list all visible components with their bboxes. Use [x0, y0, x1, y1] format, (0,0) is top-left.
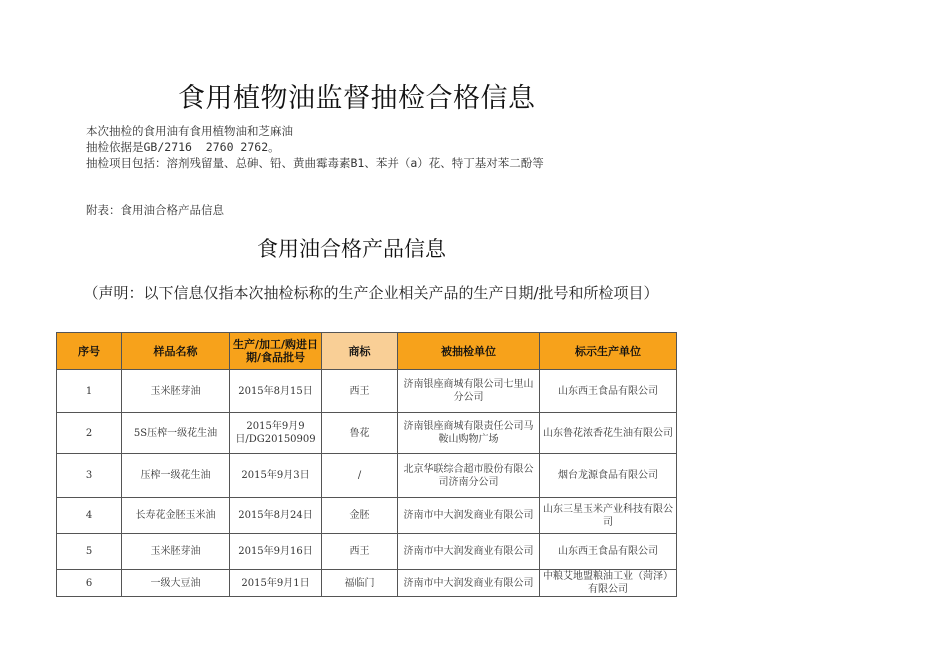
- cell-sampled-unit: 济南银座商城有限责任公司马鞍山购物广场: [398, 413, 540, 454]
- cell-date-batch: 2015年9月1日: [230, 570, 322, 597]
- cell-sample-name: 玉米胚芽油: [122, 370, 230, 413]
- cell-sampled-unit: 济南银座商城有限公司七里山分公司: [398, 370, 540, 413]
- intro-line: 抽检项目包括：溶剂残留量、总砷、铅、黄曲霉毒素B1、苯并（a）花、特丁基对苯二酚等: [86, 156, 544, 170]
- cell-index: 1: [57, 370, 122, 413]
- cell-brand: /: [322, 454, 398, 498]
- cell-brand: 福临门: [322, 570, 398, 597]
- cell-manufacturer: 山东西王食品有限公司: [540, 370, 677, 413]
- header-sampled-unit: 被抽检单位: [398, 333, 540, 370]
- intro-block: [86, 123, 544, 171]
- cell-manufacturer: 山东三星玉米产业科技有限公司: [540, 498, 677, 534]
- cell-sampled-unit: 济南市中大润发商业有限公司: [398, 570, 540, 597]
- cell-sample-name: 压榨一级花生油: [122, 454, 230, 498]
- cell-date-batch: 2015年9月3日: [230, 454, 322, 498]
- cell-index: 2: [57, 413, 122, 454]
- cell-manufacturer: 烟台龙源食品有限公司: [540, 454, 677, 498]
- table-row: [57, 498, 677, 534]
- table-row: [57, 534, 677, 570]
- header-date-batch: 生产/加工/购进日期/食品批号: [230, 333, 322, 370]
- cell-date-batch: 2015年9月16日: [230, 534, 322, 570]
- cell-sampled-unit: 北京华联综合超市股份有限公司济南分公司: [398, 454, 540, 498]
- cell-date-batch: 2015年8月24日: [230, 498, 322, 534]
- table-title: 食用油合格产品信息: [257, 237, 446, 261]
- cell-index: 3: [57, 454, 122, 498]
- cell-manufacturer: 山东鲁花浓香花生油有限公司: [540, 413, 677, 454]
- cell-index: 4: [57, 498, 122, 534]
- header-sample-name: 样品名称: [122, 333, 230, 370]
- products-table: [56, 332, 677, 597]
- cell-date-batch: 2015年8月15日: [230, 370, 322, 413]
- cell-sample-name: 5S压榨一级花生油: [122, 413, 230, 454]
- cell-brand: 西王: [322, 534, 398, 570]
- cell-index: 6: [57, 570, 122, 597]
- table-row: [57, 370, 677, 413]
- table-row: [57, 413, 677, 454]
- header-brand: 商标: [322, 333, 398, 370]
- cell-manufacturer: 中粮艾地盟粮油工业（菏泽）有限公司: [540, 570, 677, 597]
- cell-sample-name: 长寿花金胚玉米油: [122, 498, 230, 534]
- cell-brand: 鲁花: [322, 413, 398, 454]
- intro-line: 本次抽检的食用油有食用植物油和芝麻油: [86, 124, 293, 138]
- header-manufacturer: 标示生产单位: [540, 333, 677, 370]
- cell-date-batch: 2015年9月9日/DG20150909: [230, 413, 322, 454]
- cell-brand: 西王: [322, 370, 398, 413]
- cell-manufacturer: 山东西王食品有限公司: [540, 534, 677, 570]
- cell-sampled-unit: 济南市中大润发商业有限公司: [398, 534, 540, 570]
- header-index: 序号: [57, 333, 122, 370]
- cell-brand: 金胚: [322, 498, 398, 534]
- appendix-note: 附表：食用油合格产品信息: [86, 203, 224, 217]
- cell-index: 5: [57, 534, 122, 570]
- table-header-row: [57, 333, 677, 370]
- cell-sample-name: 玉米胚芽油: [122, 534, 230, 570]
- table-row: [57, 570, 677, 597]
- table-row: [57, 454, 677, 498]
- cell-sampled-unit: 济南市中大润发商业有限公司: [398, 498, 540, 534]
- intro-line: 抽检依据是GB/2716 2760 2762。: [86, 140, 280, 154]
- disclaimer-statement: （声明：以下信息仅指本次抽检标称的生产企业相关产品的生产日期/批号和所检项目）: [83, 284, 659, 302]
- cell-sample-name: 一级大豆油: [122, 570, 230, 597]
- page-title: 食用植物油监督抽检合格信息: [178, 83, 536, 114]
